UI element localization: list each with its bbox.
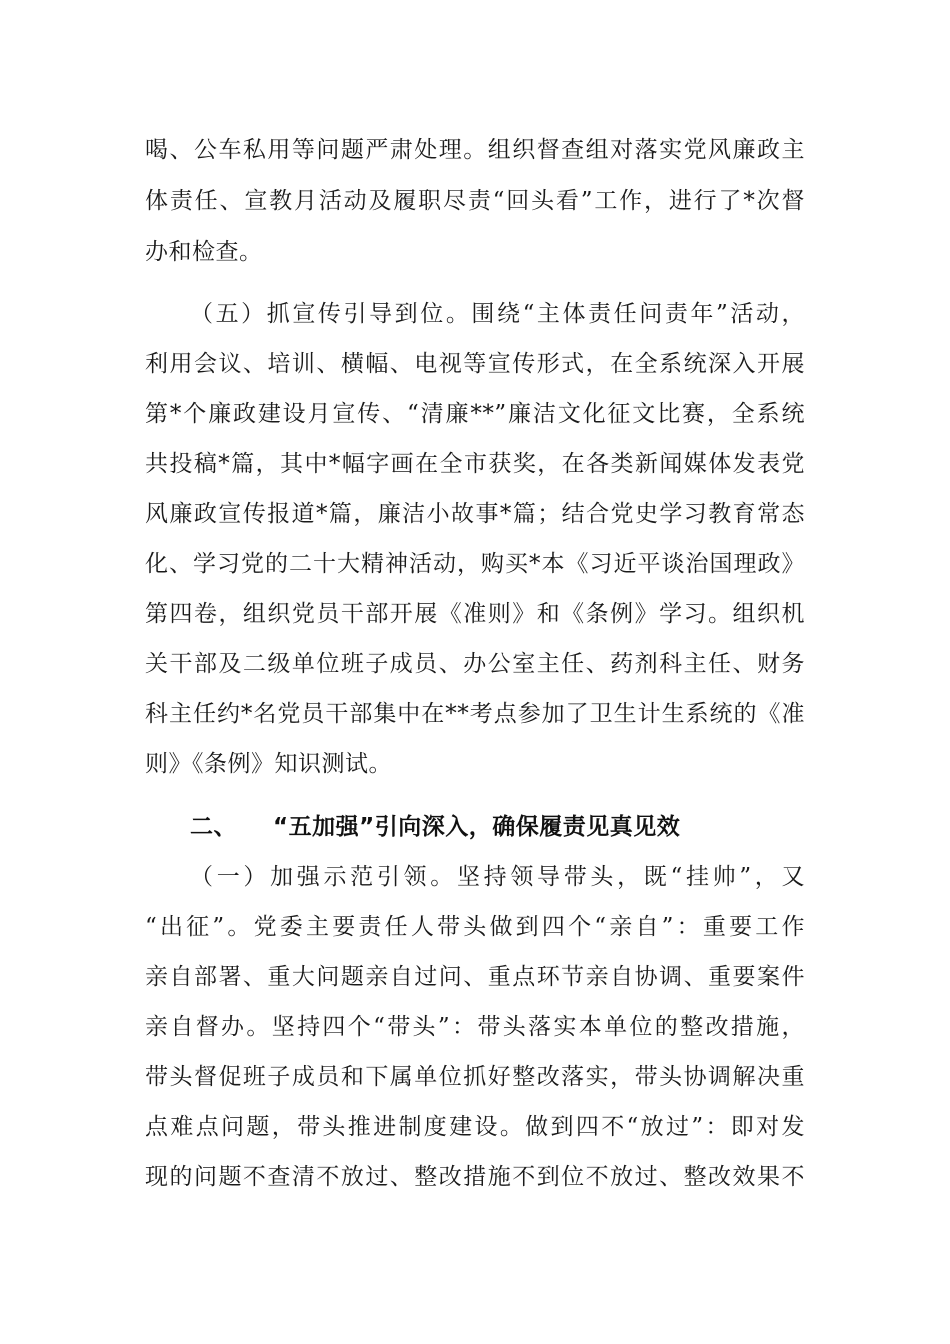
- paragraph-1-line-2: 体责任、宣教月活动及履职尽责“回头看”工作，进行了*次督: [145, 188, 805, 214]
- paragraph-3-line-6: 点难点问题，带头推进制度建设。做到四不“放过”：即对发: [145, 1114, 805, 1140]
- paragraph-2-line-10: 则》《条例》知识测试。: [145, 751, 392, 777]
- paragraph-3-line-4: 亲自督办。坚持四个“带头”：带头落实本单位的整改措施，: [145, 1014, 805, 1040]
- paragraph-3-line-7: 现的问题不查清不放过、整改措施不到位不放过、整改效果不: [145, 1164, 805, 1190]
- paragraph-2-line-7: 第四卷，组织党员干部开展《准则》和《条例》学习。组织机: [145, 601, 805, 627]
- paragraph-1-line-1: 喝、公车私用等问题严肃处理。组织督查组对落实党风廉政主: [145, 137, 805, 163]
- section-heading-number: 二、: [190, 814, 237, 840]
- paragraph-2-line-4: 共投稿*篇，其中*幅字画在全市获奖，在各类新闻媒体发表党: [145, 451, 805, 477]
- paragraph-2-line-8: 关干部及二级单位班子成员、办公室主任、药剂科主任、财务: [145, 651, 805, 677]
- paragraph-2-line-5: 风廉政宣传报道*篇，廉洁小故事*篇；结合党史学习教育常态: [145, 501, 805, 527]
- paragraph-3-line-1: （一）加强示范引领。坚持领导带头，既“挂帅”，又: [190, 864, 805, 890]
- paragraph-2-line-6: 化、学习党的二十大精神活动，购买*本《习近平谈治国理政》: [145, 551, 805, 577]
- section-heading: [190, 812, 680, 842]
- paragraph-2-line-2: 利用会议、培训、横幅、电视等宣传形式，在全系统深入开展: [145, 351, 805, 377]
- paragraph-3-line-3: 亲自部署、重大问题亲自过问、重点环节亲自协调、重要案件: [145, 964, 805, 990]
- paragraph-3-line-5: 带头督促班子成员和下属单位抓好整改落实，带头协调解决重: [145, 1064, 805, 1090]
- paragraph-2-line-1: （五）抓宣传引导到位。围绕“主体责任问责年”活动，: [190, 301, 805, 327]
- paragraph-1-line-3: 办和检查。: [145, 239, 263, 265]
- section-heading-title: “五加强”引向深入，确保履责见真见效: [273, 814, 681, 840]
- paragraph-3-line-2: “出征”。党委主要责任人带头做到四个“亲自”：重要工作: [145, 914, 805, 940]
- paragraph-2-line-9: 科主任约*名党员干部集中在**考点参加了卫生计生系统的《准: [145, 701, 805, 727]
- paragraph-2-line-3: 第*个廉政建设月宣传、“清廉**”廉洁文化征文比赛，全系统: [145, 401, 805, 427]
